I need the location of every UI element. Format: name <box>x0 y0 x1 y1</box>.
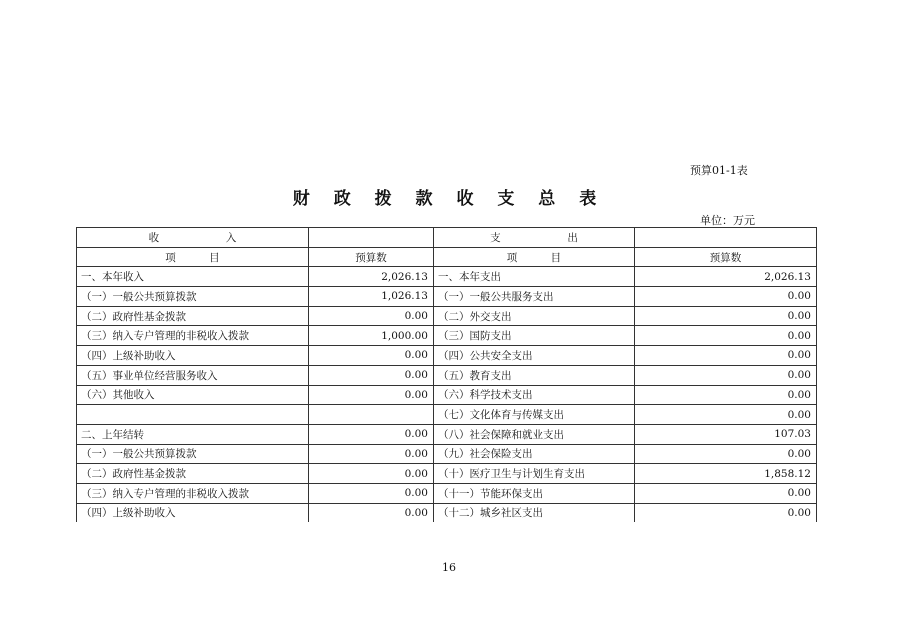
income-item: （二）政府性基金拨款 <box>77 306 309 326</box>
income-item <box>77 405 309 425</box>
table-row <box>77 326 817 346</box>
income-value: 0.00 <box>309 346 434 366</box>
unit-label: 单位：万元 <box>700 214 755 227</box>
income-item: （三）纳入专户管理的非税收入拨款 <box>77 326 309 346</box>
income-value: 0.00 <box>309 464 434 484</box>
expense-item: （四）公共安全支出 <box>434 346 635 366</box>
column-header-row <box>77 247 817 267</box>
income-value: 0.00 <box>309 444 434 464</box>
income-item: （一）一般公共预算拨款 <box>77 444 309 464</box>
expense-value: 0.00 <box>635 365 817 385</box>
income-section-blank <box>309 228 434 248</box>
table-row <box>77 444 817 464</box>
table-row <box>77 267 817 287</box>
expense-value: 0.00 <box>635 306 817 326</box>
income-item: （五）事业单位经营服务收入 <box>77 365 309 385</box>
expense-budget-header: 预算数 <box>635 247 817 267</box>
expense-value: 0.00 <box>635 444 817 464</box>
income-value: 0.00 <box>309 306 434 326</box>
income-value <box>309 405 434 425</box>
expense-value: 0.00 <box>635 483 817 503</box>
expense-section-blank <box>635 228 817 248</box>
table-row <box>77 464 817 484</box>
page-number: 16 <box>442 561 456 574</box>
table-row <box>77 483 817 503</box>
income-value: 0.00 <box>309 483 434 503</box>
expense-value: 0.00 <box>635 287 817 307</box>
table-row <box>77 365 817 385</box>
expense-item: （八）社会保障和就业支出 <box>434 424 635 444</box>
income-value: 1,000.00 <box>309 326 434 346</box>
expense-item: （七）文化体育与传媒支出 <box>434 405 635 425</box>
income-item: （四）上级补助收入 <box>77 346 309 366</box>
table-row <box>77 405 817 425</box>
income-budget-header: 预算数 <box>309 247 434 267</box>
form-number: 预算01-1表 <box>690 164 748 177</box>
income-item: （六）其他收入 <box>77 385 309 405</box>
expense-item: （六）科学技术支出 <box>434 385 635 405</box>
income-item: 一、本年收入 <box>77 267 309 287</box>
expense-value: 0.00 <box>635 346 817 366</box>
expense-item: （五）教育支出 <box>434 365 635 385</box>
expense-item: （二）外交支出 <box>434 306 635 326</box>
income-value: 0.00 <box>309 424 434 444</box>
table-row <box>77 424 817 444</box>
income-item-header: 项 目 <box>77 247 309 267</box>
income-item: （一）一般公共预算拨款 <box>77 287 309 307</box>
expense-value: 1,858.12 <box>635 464 817 484</box>
expense-item: （十一）节能环保支出 <box>434 483 635 503</box>
expense-value: 0.00 <box>635 503 817 522</box>
income-item: （四）上级补助收入 <box>77 503 309 522</box>
income-value: 0.00 <box>309 503 434 522</box>
income-value: 2,026.13 <box>309 267 434 287</box>
income-item: （三）纳入专户管理的非税收入拨款 <box>77 483 309 503</box>
expense-item: （三）国防支出 <box>434 326 635 346</box>
expense-item: （九）社会保险支出 <box>434 444 635 464</box>
income-section-header: 收 入 <box>77 228 309 248</box>
table-row <box>77 287 817 307</box>
expense-item-header: 项 目 <box>434 247 635 267</box>
expense-value: 0.00 <box>635 385 817 405</box>
table-row <box>77 306 817 326</box>
expense-value: 0.00 <box>635 405 817 425</box>
income-item: 二、上年结转 <box>77 424 309 444</box>
expense-value: 2,026.13 <box>635 267 817 287</box>
expense-item: （十）医疗卫生与计划生育支出 <box>434 464 635 484</box>
income-value: 0.00 <box>309 385 434 405</box>
expense-value: 107.03 <box>635 424 817 444</box>
table-row <box>77 385 817 405</box>
expense-section-header: 支 出 <box>434 228 635 248</box>
expense-item: 一、本年支出 <box>434 267 635 287</box>
income-value: 1,026.13 <box>309 287 434 307</box>
page-title: 财 政 拨 款 收 支 总 表 <box>292 189 606 209</box>
table-row <box>77 503 817 522</box>
expense-value: 0.00 <box>635 326 817 346</box>
expense-item: （一）一般公共服务支出 <box>434 287 635 307</box>
income-item: （二）政府性基金拨款 <box>77 464 309 484</box>
table-row <box>77 346 817 366</box>
section-header-row <box>77 228 817 248</box>
expense-item: （十二）城乡社区支出 <box>434 503 635 522</box>
income-value: 0.00 <box>309 365 434 385</box>
budget-summary-table <box>76 227 817 522</box>
